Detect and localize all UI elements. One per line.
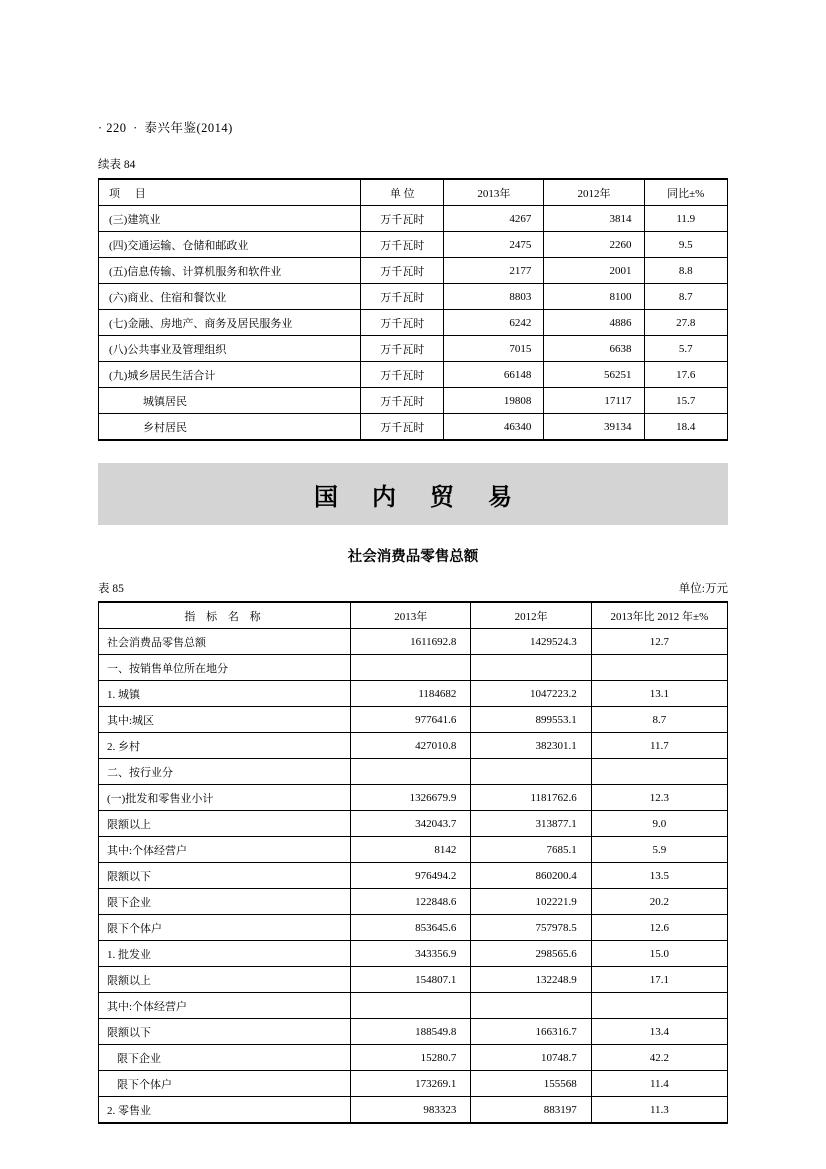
row-2012: 1429524.3: [471, 629, 591, 655]
row-name: 限下企业: [99, 1045, 351, 1071]
table-row: [99, 232, 728, 258]
row-name: 限额以下: [99, 1019, 351, 1045]
row-pct: 18.4: [644, 414, 728, 441]
table-row: [99, 258, 728, 284]
table-85-col-name: 指 标 名 称: [99, 602, 351, 629]
row-item: (七)金融、房地产、商务及居民服务业: [99, 310, 361, 336]
row-2013: 122848.6: [351, 889, 471, 915]
row-2013: 7015: [444, 336, 544, 362]
row-2012: 382301.1: [471, 733, 591, 759]
row-2013: 173269.1: [351, 1071, 471, 1097]
row-2012: 4886: [544, 310, 644, 336]
row-name: 其中:个体经营户: [99, 993, 351, 1019]
row-2012: 7685.1: [471, 837, 591, 863]
row-2012: [471, 655, 591, 681]
row-pct: 5.7: [644, 336, 728, 362]
folio-dot-right: ·: [133, 121, 138, 135]
row-2012: 155568: [471, 1071, 591, 1097]
row-pct: [591, 993, 727, 1019]
table-row: [99, 206, 728, 232]
row-2013: 983323: [351, 1097, 471, 1124]
table-row: [99, 889, 728, 915]
table-84-col-2013: 2013年: [444, 179, 544, 206]
row-2012: 166316.7: [471, 1019, 591, 1045]
table-84-col-unit: 单 位: [361, 179, 444, 206]
table-85-number: 表 85: [98, 583, 124, 595]
row-pct: 9.5: [644, 232, 728, 258]
row-2012: 883197: [471, 1097, 591, 1124]
row-2013: 342043.7: [351, 811, 471, 837]
row-pct: 8.7: [644, 284, 728, 310]
row-pct: 11.3: [591, 1097, 727, 1124]
row-2013: 1326679.9: [351, 785, 471, 811]
table-84-header-row: [99, 179, 728, 206]
row-2013: 154807.1: [351, 967, 471, 993]
row-name: 其中:城区: [99, 707, 351, 733]
row-2012: 899553.1: [471, 707, 591, 733]
row-pct: [591, 759, 727, 785]
page-content: [98, 118, 728, 1124]
table-85-body: [99, 629, 728, 1124]
row-name: 其中:个体经营户: [99, 837, 351, 863]
table-row: [99, 388, 728, 414]
row-name: (一)批发和零售业小计: [99, 785, 351, 811]
row-2013: [351, 759, 471, 785]
row-unit: 万千瓦时: [361, 336, 444, 362]
row-2013: 427010.8: [351, 733, 471, 759]
table-84-caption: 续表 84: [98, 159, 136, 171]
row-name: 限下企业: [99, 889, 351, 915]
table-row: [99, 1071, 728, 1097]
table-85-header-row: [99, 602, 728, 629]
row-pct: 11.9: [644, 206, 728, 232]
row-name: 社会消费品零售总额: [99, 629, 351, 655]
row-2012: [471, 759, 591, 785]
row-item: 城镇居民: [99, 388, 361, 414]
row-pct: 8.8: [644, 258, 728, 284]
row-pct: 8.7: [591, 707, 727, 733]
row-2012: 757978.5: [471, 915, 591, 941]
table-84-col-item: 项 目: [99, 179, 361, 206]
table-row: [99, 310, 728, 336]
row-2013: 6242: [444, 310, 544, 336]
row-2013: 2475: [444, 232, 544, 258]
row-name: 一、按销售单位所在地分: [99, 655, 351, 681]
row-item: (三)建筑业: [99, 206, 361, 232]
row-2013: [351, 655, 471, 681]
table-row: [99, 629, 728, 655]
row-2012: 2260: [544, 232, 644, 258]
row-name: 1. 批发业: [99, 941, 351, 967]
table-85-head: [99, 602, 728, 629]
section-banner: [98, 463, 728, 525]
table-85-col-2012: 2012年: [471, 602, 591, 629]
row-2012: 1181762.6: [471, 785, 591, 811]
row-2013: 188549.8: [351, 1019, 471, 1045]
row-pct: [591, 655, 727, 681]
row-name: 2. 零售业: [99, 1097, 351, 1124]
row-item: (四)交通运输、仓储和邮政业: [99, 232, 361, 258]
row-name: 2. 乡村: [99, 733, 351, 759]
row-name: 限额以上: [99, 811, 351, 837]
row-unit: 万千瓦时: [361, 362, 444, 388]
table-84-col-2012: 2012年: [544, 179, 644, 206]
table-84-body: [99, 206, 728, 441]
row-name: 1. 城镇: [99, 681, 351, 707]
row-2013: 2177: [444, 258, 544, 284]
table-84-head: [99, 179, 728, 206]
table-row: [99, 811, 728, 837]
table-row: [99, 1045, 728, 1071]
row-unit: 万千瓦时: [361, 310, 444, 336]
folio-dot-left: ·: [98, 121, 103, 135]
row-item: 乡村居民: [99, 414, 361, 441]
table-row: [99, 785, 728, 811]
row-name: 二、按行业分: [99, 759, 351, 785]
row-item: (八)公共事业及管理组织: [99, 336, 361, 362]
page-number: 220: [106, 121, 127, 135]
row-unit: 万千瓦时: [361, 388, 444, 414]
table-85-col-pct: 2013年比 2012 年±%: [591, 602, 727, 629]
row-2012: 860200.4: [471, 863, 591, 889]
row-2012: 3814: [544, 206, 644, 232]
table-row: [99, 284, 728, 310]
row-2012: 8100: [544, 284, 644, 310]
row-item: (六)商业、住宿和餐饮业: [99, 284, 361, 310]
row-unit: 万千瓦时: [361, 232, 444, 258]
row-2012: 17117: [544, 388, 644, 414]
page-header: [98, 118, 728, 136]
row-2013: 1184682: [351, 681, 471, 707]
table-row: [99, 837, 728, 863]
table-85-caption-row: [98, 580, 728, 596]
row-pct: 17.1: [591, 967, 727, 993]
row-name: 限额以上: [99, 967, 351, 993]
table-84-col-pct: 同比±%: [644, 179, 728, 206]
row-2013: 977641.6: [351, 707, 471, 733]
row-2013: 853645.6: [351, 915, 471, 941]
row-pct: 12.6: [591, 915, 727, 941]
row-2012: 6638: [544, 336, 644, 362]
table-row: [99, 362, 728, 388]
table-row: [99, 759, 728, 785]
table-row: [99, 1019, 728, 1045]
row-2012: 102221.9: [471, 889, 591, 915]
row-2012: 313877.1: [471, 811, 591, 837]
table-row: [99, 967, 728, 993]
row-pct: 42.2: [591, 1045, 727, 1071]
row-unit: 万千瓦时: [361, 414, 444, 441]
table-row: [99, 707, 728, 733]
row-2013: 46340: [444, 414, 544, 441]
table-row: [99, 915, 728, 941]
row-2012: 10748.7: [471, 1045, 591, 1071]
row-2013: 343356.9: [351, 941, 471, 967]
row-2013: 8803: [444, 284, 544, 310]
table-84: [98, 178, 728, 441]
table-row: [99, 733, 728, 759]
row-unit: 万千瓦时: [361, 284, 444, 310]
row-unit: 万千瓦时: [361, 206, 444, 232]
row-name: 限额以下: [99, 863, 351, 889]
table-row: [99, 336, 728, 362]
row-2013: 8142: [351, 837, 471, 863]
row-2013: 66148: [444, 362, 544, 388]
table-row: [99, 655, 728, 681]
row-pct: 11.7: [591, 733, 727, 759]
row-pct: 15.0: [591, 941, 727, 967]
row-2012: 132248.9: [471, 967, 591, 993]
table-row: [99, 414, 728, 441]
table-85-col-2013: 2013年: [351, 602, 471, 629]
table-row: [99, 941, 728, 967]
row-item: (五)信息传输、计算机服务和软件业: [99, 258, 361, 284]
row-2013: 4267: [444, 206, 544, 232]
row-name: 限下个体户: [99, 1071, 351, 1097]
row-2012: [471, 993, 591, 1019]
table-85-unit-note: 单位:万元: [678, 583, 728, 595]
row-2012: 298565.6: [471, 941, 591, 967]
row-2013: 1611692.8: [351, 629, 471, 655]
header-title: 泰兴年鉴(2014): [144, 121, 233, 135]
row-2013: 19808: [444, 388, 544, 414]
table-row: [99, 681, 728, 707]
row-2013: [351, 993, 471, 1019]
row-pct: 11.4: [591, 1071, 727, 1097]
row-2012: 1047223.2: [471, 681, 591, 707]
row-pct: 17.6: [644, 362, 728, 388]
row-name: 限下个体户: [99, 915, 351, 941]
row-pct: 20.2: [591, 889, 727, 915]
row-2012: 2001: [544, 258, 644, 284]
row-2013: 976494.2: [351, 863, 471, 889]
row-pct: 5.9: [591, 837, 727, 863]
table-85: [98, 601, 728, 1124]
row-2012: 39134: [544, 414, 644, 441]
row-pct: 13.4: [591, 1019, 727, 1045]
table-row: [99, 863, 728, 889]
row-pct: 15.7: [644, 388, 728, 414]
row-pct: 13.1: [591, 681, 727, 707]
section-title: 国 内 贸 易: [314, 484, 526, 511]
row-pct: 9.0: [591, 811, 727, 837]
row-pct: 12.3: [591, 785, 727, 811]
row-pct: 27.8: [644, 310, 728, 336]
table-row: [99, 993, 728, 1019]
row-2013: 15280.7: [351, 1045, 471, 1071]
table-row: [99, 1097, 728, 1124]
row-unit: 万千瓦时: [361, 258, 444, 284]
row-item: (九)城乡居民生活合计: [99, 362, 361, 388]
table-85-title: 社会消费品零售总额: [347, 549, 479, 565]
row-2012: 56251: [544, 362, 644, 388]
row-pct: 12.7: [591, 629, 727, 655]
row-pct: 13.5: [591, 863, 727, 889]
